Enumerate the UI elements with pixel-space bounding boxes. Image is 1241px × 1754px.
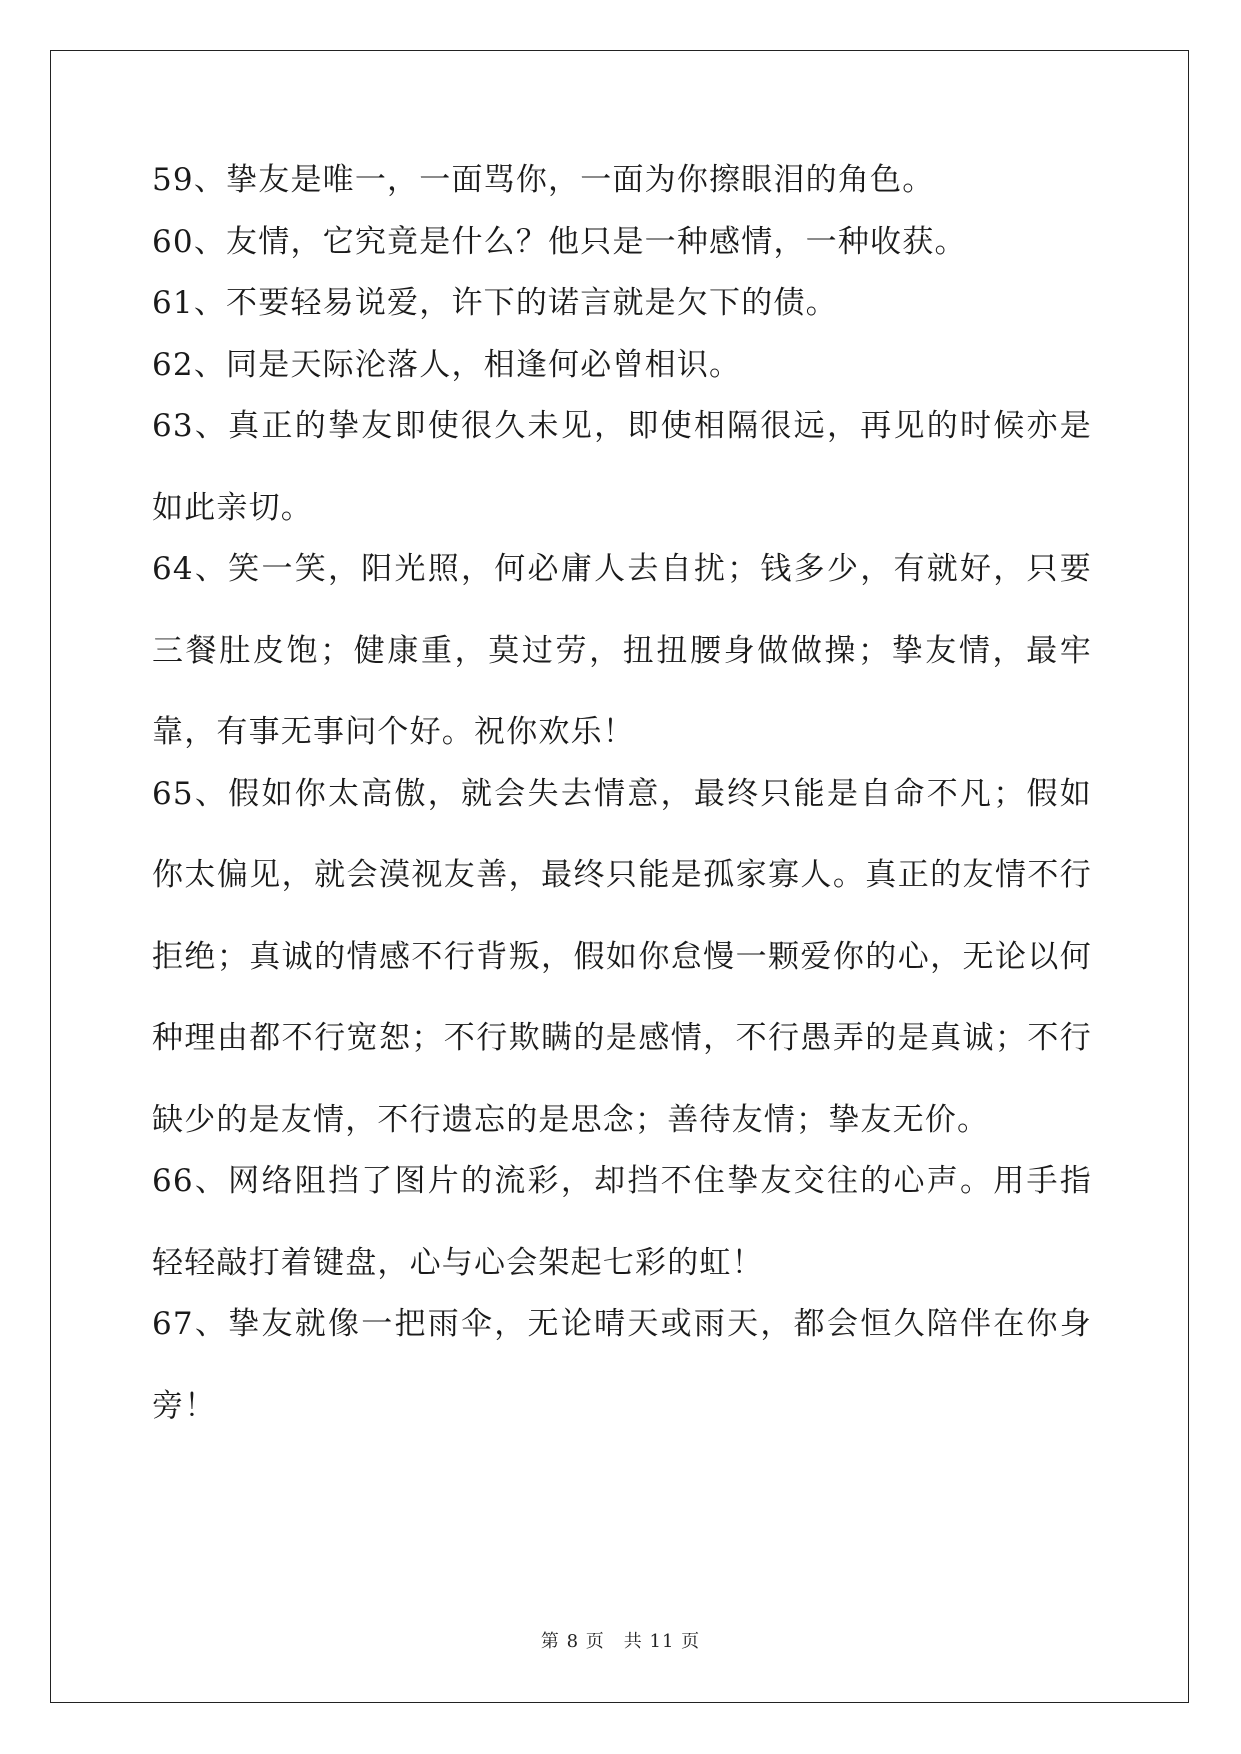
paragraph-64: 64、笑一笑，阳光照，何必庸人去自扰；钱多少，有就好，只要三餐肚皮饱；健康重，莫过劳，扭扭腰身做做操；挚友情，最牢靠，有事无事问个好。祝你欢乐！ [152,551,1092,750]
paragraph-63: 63、真正的挚友即使很久未见，即使相隔很远，再见的时候亦是如此亲切。 [152,408,1092,526]
page-footer [0,1627,1241,1653]
paragraph-59: 59、挚友是唯一，一面骂你，一面为你擦眼泪的角色。 [152,162,935,198]
paragraph-62: 62、同是天际沦落人，相逢何必曾相识。 [152,346,742,383]
paragraph-60: 60、友情，它究竟是什么？他只是一种感情，一种收获。 [152,223,967,260]
page-number-label: 第 8 页 共 11 页 [540,1631,701,1652]
paragraph-61: 61、不要轻易说爱，许下的诺言就是欠下的债。 [152,285,838,321]
paragraph-66: 66、网络阻挡了图片的流彩，却挡不住挚友交往的心声。用手指轻轻敲打着键盘，心与心会架起七彩的虹！ [152,1163,1092,1281]
document-body [152,160,1092,1447]
paragraph-65: 65、假如你太高傲，就会失去情意，最终只能是自命不凡；假如你太偏见，就会漠视友善，最终只能是孤家寡人。真正的友情不行拒绝；真诚的情感不行背叛，假如你怠慢一颗爱你的心，无论以何种理由都不行宽恕；不行欺瞒的是感情，不行愚弄的是真诚；不行缺少的是友情，不行遗忘的是思念；善待友情；挚友无价。 [152,775,1092,1138]
paragraph-67: 67、挚友就像一把雨伞，无论晴天或雨天，都会恒久陪伴在你身旁！ [152,1306,1092,1424]
